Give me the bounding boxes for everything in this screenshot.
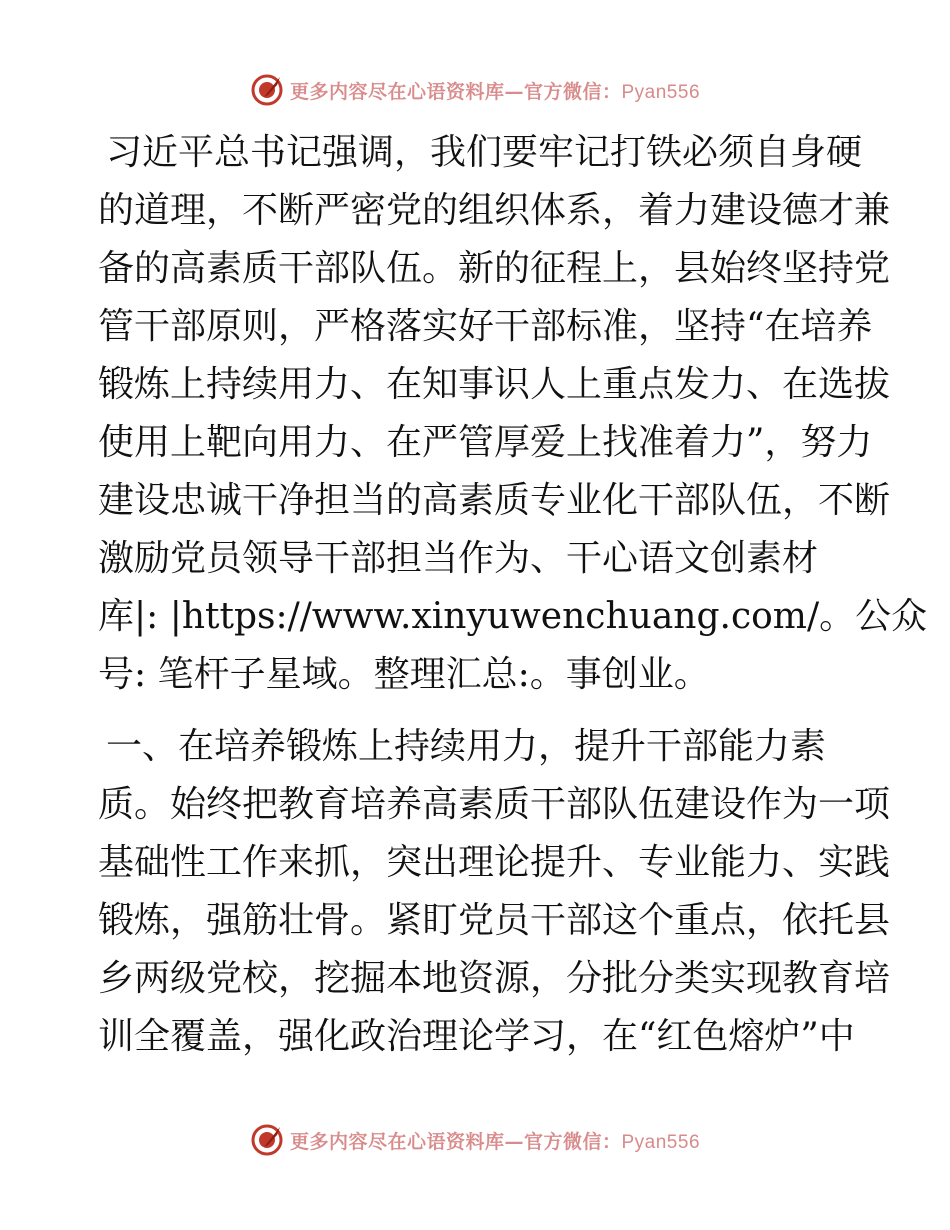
- text-line: 质。始终把教育培养高素质干部队伍建设作为一项: [98, 784, 891, 825]
- header-banner: [0, 70, 950, 110]
- footer-banner-text: 更多内容尽在心语资料库—官方微信：: [289, 1130, 622, 1153]
- text-line: 库|: |https://www.xinyuwenchuang.com/。公众: [98, 596, 928, 637]
- paragraph-intro: [98, 124, 928, 704]
- text-line: 习近平总书记强调，我们要牢记打铁必须自身硬: [106, 132, 863, 173]
- text-line: 号: 笔杆子星域。整理汇总:。事创业。: [98, 654, 710, 695]
- text-line: 激励党员领导干部担当作为、干心语文创素材: [98, 538, 819, 579]
- header-banner-label: [290, 77, 700, 104]
- header-banner-id: Pyan556: [621, 81, 701, 103]
- quill-logo-icon: [250, 73, 284, 107]
- footer-banner: [0, 1120, 950, 1160]
- text-line: 锻炼，强筋壮骨。紧盯党员干部这个重点，依托县: [98, 900, 891, 941]
- text-line: 建设忠诚干净担当的高素质专业化干部队伍，不断: [98, 480, 891, 521]
- section-heading-line: 一、在培养锻炼上持续用力，提升干部能力素: [106, 726, 827, 767]
- text-line: 锻炼上持续用力、在知事识人上重点发力、在选拔: [98, 364, 891, 405]
- text-line: 基础性工作来抓，突出理论提升、专业能力、实践: [98, 842, 891, 883]
- text-line: 使用上靶向用力、在严管厚爱上找准着力”，努力: [98, 422, 873, 463]
- paragraph-section-one: [98, 718, 891, 1066]
- text-line: 的道理，不断严密党的组织体系，着力建设德才兼: [98, 190, 891, 231]
- document-body: [98, 124, 928, 1066]
- footer-banner-inner: [250, 1123, 700, 1157]
- text-line: 乡两级党校，挖掘本地资源，分批分类实现教育培: [98, 958, 891, 999]
- footer-banner-label: [290, 1127, 700, 1154]
- quill-logo-icon: [250, 1123, 284, 1157]
- header-banner-text: 更多内容尽在心语资料库—官方微信：: [289, 80, 622, 103]
- text-line: 管干部原则，严格落实好干部标准，坚持“在培养: [98, 306, 873, 347]
- text-line: 备的高素质干部队伍。新的征程上，县始终坚持党: [98, 248, 891, 289]
- header-banner-inner: [250, 73, 700, 107]
- footer-banner-id: Pyan556: [621, 1131, 701, 1153]
- text-line: 训全覆盖，强化政治理论学习，在“红色熔炉”中: [98, 1016, 855, 1057]
